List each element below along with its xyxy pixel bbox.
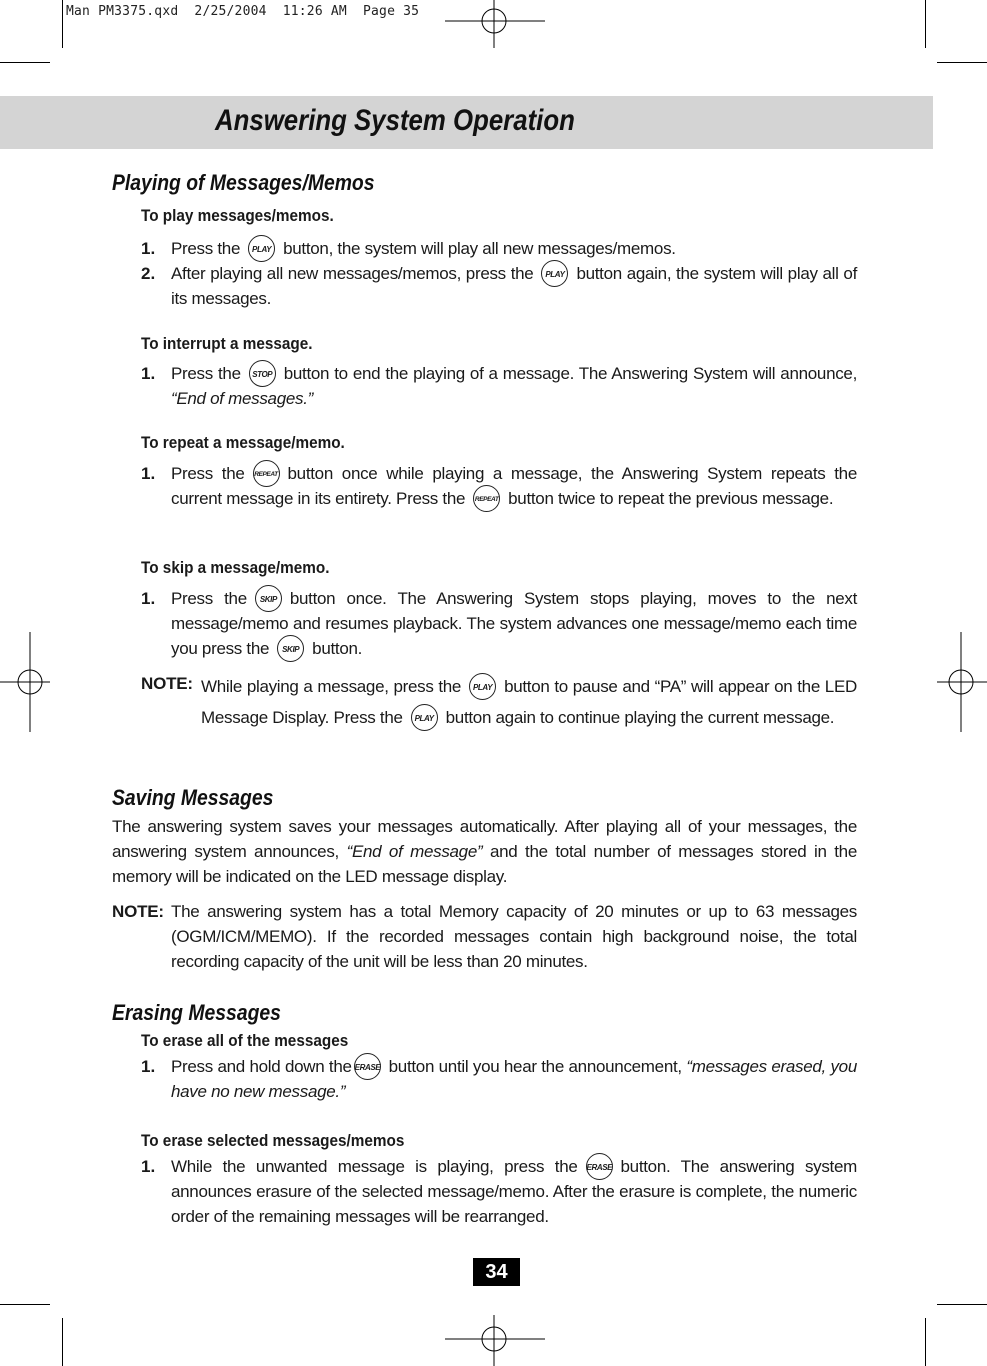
subheading-erase-all: To erase all of the messages xyxy=(141,1031,349,1050)
crop-mark xyxy=(925,0,926,48)
crop-mark xyxy=(925,1318,926,1366)
crop-mark xyxy=(937,1304,987,1305)
registration-mark-top xyxy=(445,0,545,50)
note-saving: The answering system has a total Memory capacity of 20 minutes or up to 63 messages (OGM/ICM/MEMO). If the recorded messages contain high background noise, the total recording capacity of the unit will be less than 20 minutes. xyxy=(171,902,857,971)
crop-mark xyxy=(937,62,987,63)
play-button-icon: PLAY xyxy=(469,673,496,700)
registration-mark-bottom xyxy=(445,1315,545,1366)
step-number: 1. xyxy=(141,589,156,608)
play-button-icon: PLAY xyxy=(248,235,275,262)
erase-button-icon: ERASE xyxy=(586,1153,613,1180)
step-play-2: After playing all new messages/memos, press the PLAY button again, the system will play all of its messages. xyxy=(171,261,857,311)
step-number: 1. xyxy=(141,364,156,383)
page-number: 34 xyxy=(473,1258,520,1286)
erase-button-icon: ERASE xyxy=(354,1053,381,1080)
subheading-play: To play messages/memos. xyxy=(141,206,334,225)
registration-mark-left xyxy=(0,632,50,732)
crop-mark xyxy=(62,1318,63,1366)
crop-mark xyxy=(62,0,63,48)
subheading-repeat: To repeat a message/memo. xyxy=(141,433,345,452)
step-erase-selected-1: While the unwanted message is playing, press the ERASE button. The answering system announces erasure of the selected message/memo. After the erasure is complete, the numeric order of the remaining messages will be rearranged. xyxy=(171,1154,857,1229)
skip-button-icon: SKIP xyxy=(255,585,282,612)
crop-mark xyxy=(0,62,50,63)
skip-button-icon: SKIP xyxy=(277,635,304,662)
step-number: 2. xyxy=(141,264,156,283)
step-number: 1. xyxy=(141,239,156,258)
play-button-icon: PLAY xyxy=(541,260,568,287)
saving-body: The answering system saves your messages automatically. After playing all of your messages, the answering system announces, “End of message” and the total number of messages stored in the memory will be indicated on the LED message display. xyxy=(112,817,857,886)
step-play-1: Press the PLAY button, the system will play all new messages/memos. xyxy=(171,236,857,261)
step-number: 1. xyxy=(141,1057,156,1076)
subheading-skip: To skip a message/memo. xyxy=(141,558,330,577)
repeat-button-icon: REPEAT xyxy=(253,460,280,487)
note-label: NOTE: xyxy=(112,902,164,921)
step-skip-1: Press the SKIP button once. The Answering System stops playing, moves to the next message/memo and resumes playback. The system advances one message/memo each time you press the SKIP button. xyxy=(171,586,857,661)
repeat-button-icon: REPEAT xyxy=(473,485,500,512)
play-button-icon: PLAY xyxy=(411,704,438,731)
note-label: NOTE: xyxy=(141,674,193,693)
step-number: 1. xyxy=(141,1157,156,1176)
registration-mark-right xyxy=(937,632,987,732)
print-slug: Man PM3375.qxd 2/25/2004 11:26 AM Page 35 xyxy=(66,4,420,19)
note-playing: While playing a message, press the PLAY button to pause and “PA” will appear on the LED Message Display. Press the PLAY button again to continue playing the current message. xyxy=(201,671,857,733)
step-number: 1. xyxy=(141,464,156,483)
crop-mark xyxy=(0,1304,50,1305)
step-interrupt-1: Press the STOP button to end the playing of a message. The Answering System will announce, “End of messages.” xyxy=(171,361,857,411)
section-title-saving: Saving Messages xyxy=(112,785,274,810)
section-title-erasing: Erasing Messages xyxy=(112,1000,281,1025)
section-title-playing: Playing of Messages/Memos xyxy=(112,170,375,195)
subheading-interrupt: To interrupt a message. xyxy=(141,334,313,353)
step-erase-all-1: Press and hold down the ERASE button until you hear the announcement, “messages erased, you have no new message.” xyxy=(171,1054,857,1104)
subheading-erase-selected: To erase selected messages/memos xyxy=(141,1131,405,1150)
page-title: Answering System Operation xyxy=(215,104,575,137)
stop-button-icon: STOP xyxy=(249,360,276,387)
step-repeat-1: Press the REPEAT button once while playing a message, the Answering System repeats the current message in its entirety. Press the REPEAT button twice to repeat the previous message. xyxy=(171,461,857,511)
